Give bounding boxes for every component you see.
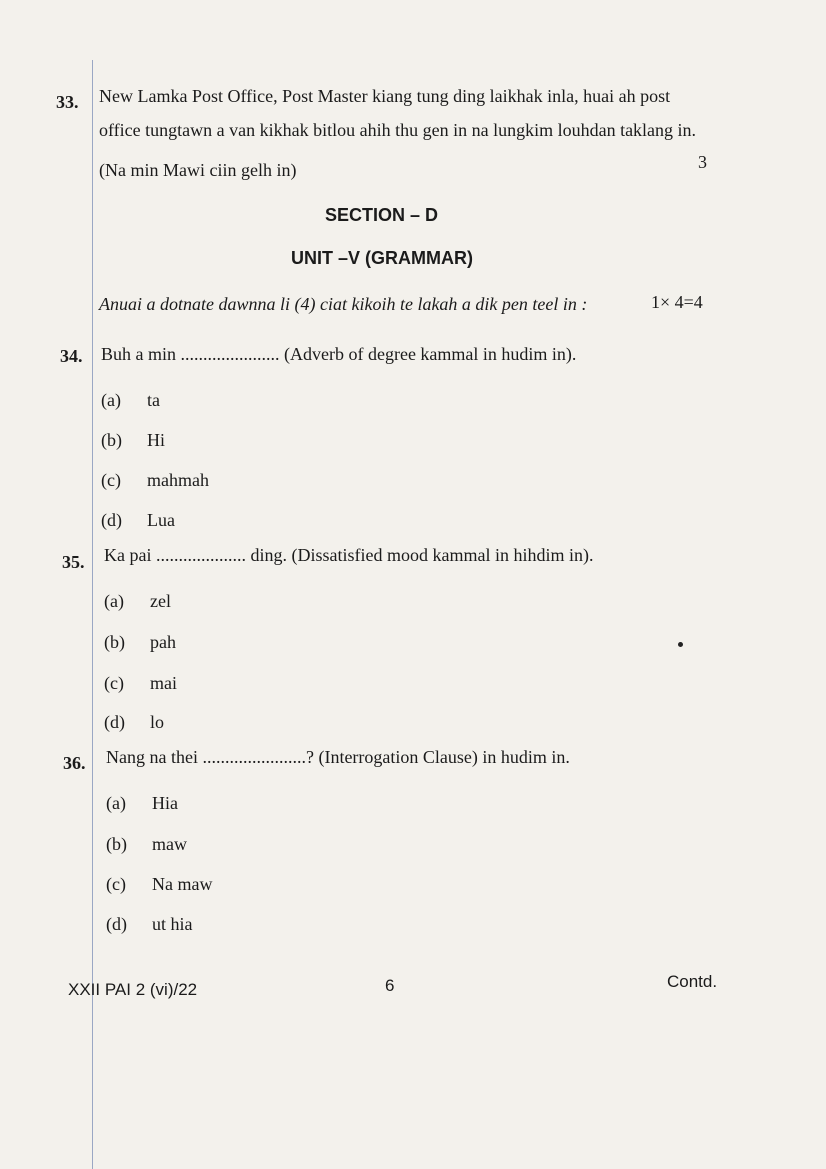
q33-line-1: New Lamka Post Office, Post Master kiang tung ding laikhak inla, huai ah post: [99, 86, 671, 106]
q33-number: 33.: [56, 92, 79, 112]
q36-number: 36.: [63, 753, 86, 773]
q34-option-c: (c) mahmah: [101, 470, 209, 490]
q34-number: 34.: [60, 346, 83, 366]
section-marks: 1× 4=4: [651, 292, 703, 312]
margin-line: [92, 60, 93, 1169]
q35-option-c: (c) mai: [104, 673, 177, 693]
q36-option-a: (a) Hia: [106, 793, 178, 813]
unit-title: UNIT –V (GRAMMAR): [291, 248, 473, 268]
section-title: SECTION – D: [325, 205, 439, 225]
section-instruction: Anuai a dotnate dawnna li (4) ciat kikoih te lakah a dik pen teel in :: [99, 294, 588, 314]
q35-option-a: (a) zel: [104, 591, 171, 611]
q33-line-3: (Na min Mawi ciin gelh in): [99, 160, 297, 180]
q35-text: Ka pai .................... ding. (Dissatisfied mood kammal in hihdim in).: [104, 545, 594, 565]
footer-contd: Contd.: [667, 972, 718, 991]
q36-option-c: (c) Na maw: [106, 874, 213, 894]
q36-option-d: (d) ut hia: [106, 914, 193, 934]
footer-page-number: 6: [385, 976, 395, 995]
q33-line-2: office tungtawn a van kikhak bitlou ahih thu gen in na lungkim louhdan taklang in.: [99, 120, 697, 140]
q34-option-b: (b) Hi: [101, 430, 165, 450]
q36-option-b: (b) maw: [106, 834, 187, 854]
q34-option-d: (d) Lua: [101, 510, 175, 530]
q34-option-a: (a) ta: [101, 390, 160, 410]
footer-paper-code: XXII PAI 2 (vi)/22: [68, 980, 198, 999]
q35-option-d: (d) lo: [104, 712, 165, 732]
q36-text: Nang na thei .......................? (Interrogation Clause) in hudim in.: [106, 747, 570, 767]
q35-number: 35.: [62, 552, 85, 572]
ink-dot: [678, 642, 683, 647]
q35-option-b: (b) pah: [104, 632, 176, 652]
q34-text: Buh a min ...................... (Adverb of degree kammal in hudim in).: [101, 344, 577, 364]
q33-marks: 3: [698, 152, 707, 172]
